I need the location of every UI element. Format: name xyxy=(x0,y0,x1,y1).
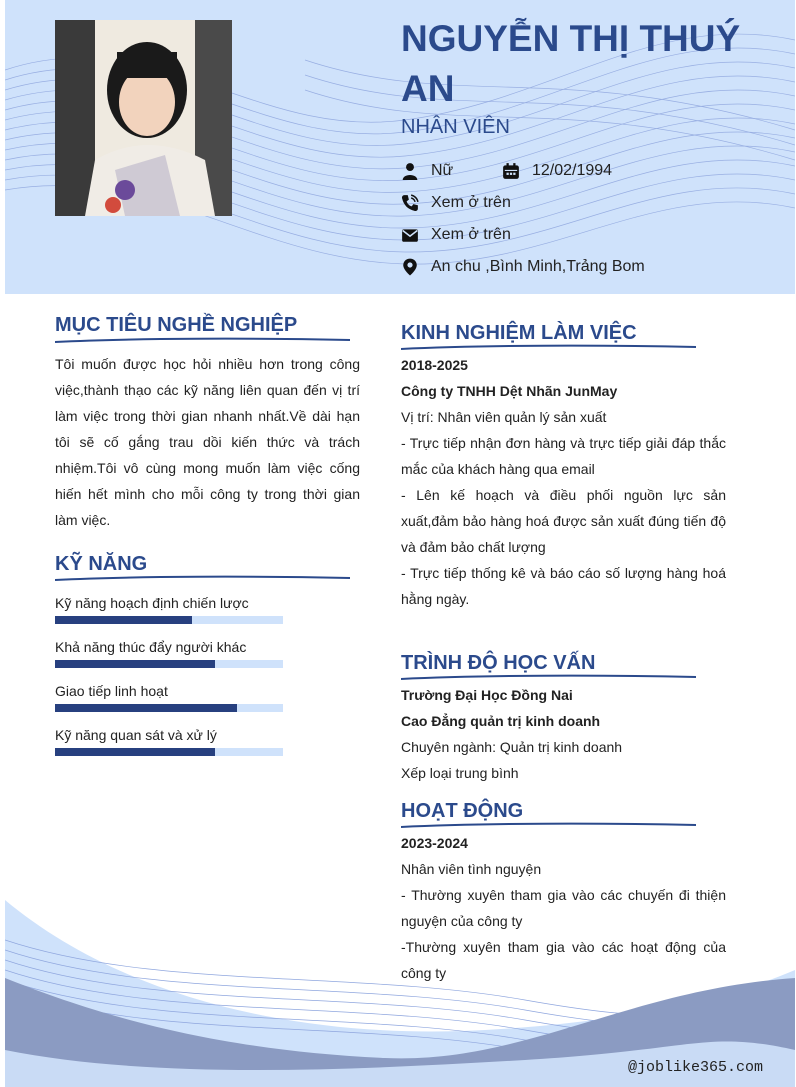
education-degree: Cao Đẳng quản trị kinh doanh xyxy=(401,713,601,729)
activities-item: - Thường xuyên tham gia vào các chuyến đi thiện nguyện của công ty xyxy=(401,887,726,929)
gender-value: Nữ xyxy=(431,162,454,179)
skills-title: KỸ NĂNG xyxy=(55,553,148,575)
education-title: TRÌNH ĐỘ HỌC VẤN xyxy=(401,652,596,674)
activities-role: Nhân viên tình nguyện xyxy=(401,861,542,877)
cv-page xyxy=(5,0,795,1087)
footer-waves xyxy=(5,880,795,1087)
envelope-icon xyxy=(401,226,419,244)
skill-bar xyxy=(55,748,283,756)
experience-company: Công ty TNHH Dệt Nhãn JunMay xyxy=(401,383,618,399)
skill-bar xyxy=(55,660,283,668)
experience-duty: - Trực tiếp thống kê và báo cáo số lượng hàng hoá hằng ngày. xyxy=(401,565,726,607)
objective-underline xyxy=(55,336,355,346)
candidate-role: NHÂN VIÊN xyxy=(401,116,510,138)
objective-title: MỤC TIÊU NGHỀ NGHIỆP xyxy=(55,314,298,336)
map-pin-icon xyxy=(401,258,419,276)
skill-bar-fill xyxy=(55,748,215,756)
footer-watermark: @joblike365.com xyxy=(628,1059,764,1076)
skill-label: Khả năng thúc đẩy người khác xyxy=(55,639,247,655)
skill-bar xyxy=(55,616,283,624)
email-value: Xem ở trên xyxy=(431,226,511,243)
activities-period: 2023-2024 xyxy=(401,835,468,851)
phone-value: Xem ở trên xyxy=(431,194,511,211)
skill-label: Giao tiếp linh hoạt xyxy=(55,683,168,699)
education-major: Chuyên ngành: Quản trị kinh doanh xyxy=(401,739,623,755)
objective-text: Tôi muốn được học hỏi nhiều hơn trong công việc,thành thạo các kỹ năng liên quan đến vị trí làm việc trong thời gian nhanh nhất.Về dài hạn tôi sẽ cố gắng trau dồi kiến thức và trách nhiệm.Tôi vô cùng mong muốn làm việc cống hiến hết mình cho mỗi công ty trong thời gian làm việc. xyxy=(55,356,360,528)
address-row xyxy=(401,258,645,276)
address-value: An chu ,Bình Minh,Trảng Bom xyxy=(431,258,645,275)
gender-row xyxy=(401,162,453,180)
birthdate-row xyxy=(502,162,612,180)
experience-duty: - Trực tiếp nhận đơn hàng và trực tiếp giải đáp thắc mắc của khách hàng qua email xyxy=(401,435,726,477)
email-row xyxy=(401,226,511,244)
experience-duty: - Lên kế hoạch và điều phối nguồn lực sản xuất,đảm bảo hàng hoá được sản xuất đúng tiến độ và đảm bảo chất lượng xyxy=(401,487,726,555)
skill-item xyxy=(55,595,283,624)
skill-item xyxy=(55,727,283,756)
calendar-icon xyxy=(502,162,520,180)
birthdate-value: 12/02/1994 xyxy=(532,162,613,179)
skill-label: Kỹ năng hoạch định chiến lược xyxy=(55,595,249,611)
experience-title: KINH NGHIỆM LÀM VIỆC xyxy=(401,322,637,344)
candidate-name: NGUYỄN THỊ THUÝ AN xyxy=(401,18,741,109)
skills-underline xyxy=(55,574,355,584)
education-school: Trường Đại Học Đồng Nai xyxy=(401,687,573,703)
phone-row xyxy=(401,194,511,212)
phone-icon xyxy=(401,194,419,212)
experience-position: Vị trí: Nhân viên quản lý sản xuất xyxy=(401,409,607,425)
experience-period: 2018-2025 xyxy=(401,357,468,373)
profile-photo xyxy=(55,20,232,216)
user-icon xyxy=(401,162,419,180)
activities-title: HOẠT ĐỘNG xyxy=(401,800,524,822)
education-body xyxy=(401,682,726,786)
skill-bar xyxy=(55,704,283,712)
skill-item xyxy=(55,683,283,712)
skill-bar-fill xyxy=(55,660,215,668)
skill-label: Kỹ năng quan sát và xử lý xyxy=(55,727,217,743)
experience-body xyxy=(401,352,726,612)
skill-bar-fill xyxy=(55,616,192,624)
skill-bar-fill xyxy=(55,704,237,712)
skill-item xyxy=(55,639,283,668)
activities-item: -Thường xuyên tham gia vào các hoạt động của công ty xyxy=(401,939,726,981)
education-rank: Xếp loại trung bình xyxy=(401,765,519,781)
